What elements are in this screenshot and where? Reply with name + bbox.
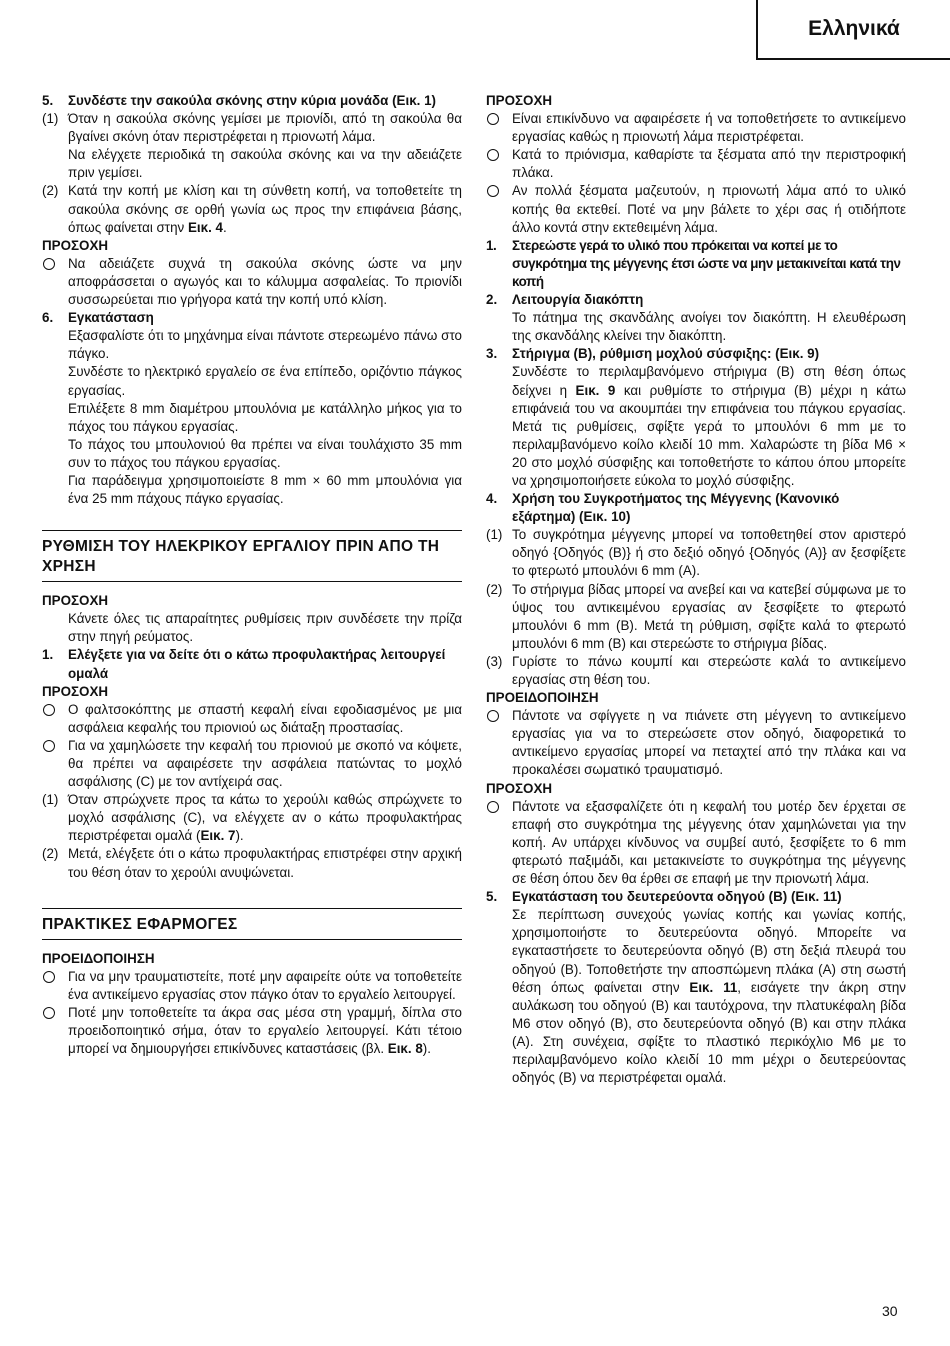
para-text: Κατά την κοπή με κλίση και τη σύνθετη κοπή, να τοποθετείτε τη σακούλα σκόνης σε ορθή γωνία ως προς την επιφάνεια βάσης, όπως φαίνεται στην: [68, 183, 462, 235]
item-title: Λειτουργία διακόπτη: [512, 292, 644, 308]
caution-text: Κάνετε όλες τις απαραίτητες ρυθμίσεις πριν συνδέσετε την πρίζα στην πηγή ρεύματος.: [68, 611, 462, 645]
caution-bullet: Είναι επικίνδυνο να αφαιρέσετε ή να τοποθετήσετε το αντικείμενο εργασίας καθώς η πριονωτή λάμα περιστρέφεται.: [486, 110, 906, 146]
item-r4-heading: [486, 490, 906, 526]
item-title: Ελέγξετε για να δείτε ότι ο κάτω προφυλακτήρας λειτουργεί ομαλά: [68, 647, 446, 681]
section-title-adjustment: ΡΥΘΜΙΣΗ ΤΟΥ ΗΛΕΚΡΙΚΟΥ ΕΡΓΑΛΙΟΥ ΠΡΙΝ ΑΠΟ ΤΗ ΧΡΗΣΗ: [42, 530, 462, 582]
caution-heading: ΠΡΟΣΟΧΗ: [42, 683, 109, 699]
caution-bullet: Κατά το πριόνισμα, καθαρίστε τα ξέσματα από την περιστροφική πλάκα.: [486, 146, 906, 182]
item-r5-heading: [486, 888, 906, 906]
item-6-heading: [42, 309, 462, 327]
item-5-para-2: (2) Κατά την κοπή με κλίση και τη σύνθετη κοπή, να τοποθετείτε τη σακούλα σκόνης σε ορθή γωνία ως προς την επιφάνεια βάσης, όπως φαίνεται στην Εικ. 4.: [42, 183, 462, 235]
figure-ref: Εικ. 4: [187, 219, 223, 235]
warning-bullet: Πάντοτε να σφίγγετε η να πιάνετε στη μέγγενη το αντικείμενο εργασίας για να το στερεώσετε στον οδηγό, διαφορετικά το αντικείμενο εργασίας μπορεί να πεταχτεί από την πλάκα και να προκαλέσει σωματικό τραυματισμό.: [486, 707, 906, 779]
figure-ref: Εικ. 11: [689, 979, 738, 995]
caution-heading: ΠΡΟΣΟΧΗ: [42, 593, 109, 609]
page-number: 30: [882, 1303, 898, 1319]
item-number: 5.: [42, 93, 54, 108]
item-1-heading: [42, 646, 462, 682]
para-text: Όταν σπρώχνετε προς τα κάτω το χερούλι καθώς σπρώχνετε το μοχλό ασφάλισης (C), να ελέγχετε αν ο κάτω προφυλακτήρας περιστρέφεται ομαλά (: [68, 792, 462, 844]
section-title-practical: ΠΡΑΚΤΙΚΕΣ ΕΦΑΡΜΟΓΕΣ: [42, 908, 462, 940]
item-r4-para-1: [486, 526, 906, 580]
figure-ref: Εικ. 7: [200, 828, 236, 844]
install-line-4: Το πάχος του μπουλονιού θα πρέπει να είναι τουλάχιστο 35 mm συν το πάχος του πάγκου εργασίας.: [68, 436, 462, 470]
item-5-para-1b: Να ελέγχετε περιοδικά τη σακούλα σκόνης και να την αδειάζετε πριν γεμίσει.: [68, 147, 462, 181]
para-number: (2): [42, 183, 59, 199]
install-line-5: Για παράδειγμα χρησιμοποιείστε 8 mm × 60 mm μπουλόνια για ένα 25 mm πάχους πάγκο εργασίας.: [68, 472, 462, 507]
item-title: Στήριγμα (B), ρύθμιση μοχλού σύσφιξης: (Εικ. 9): [512, 346, 820, 362]
bullet-text-end: ).: [422, 1041, 431, 1057]
bullet-text: Ποτέ μην τοποθετείτε τα άκρα σας μέσα στη γραμμή, δίπλα στο προειδοποιητικό σήμα, όταν το εργαλείο λειτουργεί. Κάτι τέτοιο μπορεί να δημιουργήσει επικίνδυνες καταστάσεις (βλ.: [68, 1004, 462, 1057]
item-r1-heading: [486, 237, 906, 291]
figure-ref: Εικ. 8: [387, 1041, 423, 1057]
right-column: [486, 92, 906, 1087]
item-number: 1.: [42, 647, 54, 663]
item-r2-heading: [486, 291, 906, 309]
figure-ref: Εικ. 9: [575, 382, 616, 398]
secondary-fence-text: [486, 906, 906, 1087]
caution-bullet: Ο φαλτσοκόπτης με σπαστή κεφαλή είναι εφοδιασμένος με μια ασφάλεια κεφαλής του πριονιού ως διάταξη προστασίας.: [42, 701, 462, 737]
install-line-2: Συνδέστε το ηλεκτρικό εργαλείο σε ένα επίπεδο, οριζόντιο πάγκος εργασίας.: [68, 364, 462, 398]
item-title: Χρήση του Συγκροτήματος της Μέγγενης (Κανονικό εξάρτημα) (Εικ. 10): [512, 491, 840, 525]
item-number: 2.: [486, 292, 498, 308]
holder-text: [486, 363, 906, 490]
caution-bullet: Να αδειάζετε συχνά τη σακούλα σκόνης ώστε να μην αποφράσσεται ο αγωγός και το κάλυμμα ασφαλείας. Το πριονίδι συσσωρεύεται πιο γρήγορα κατά την κοπή υπό κλίση.: [42, 255, 462, 309]
para-number: (2): [486, 581, 503, 597]
para-number: (1): [42, 111, 59, 127]
para-text: Όταν η σακούλα σκόνης γεμίσει με πριονίδι, από τη σακούλα θα βγαίνει σκόνη όταν περιστρέφεται η πριονωτή λάμα.: [68, 111, 462, 145]
item-1-para-2: [42, 845, 462, 881]
caution-bullet: Πάντοτε να εξασφαλίζετε ότι η κεφαλή του μοτέρ δεν έρχεται σε επαφή στο συγκρότημα της μέγγενης όταν χαμηλώνεται για την κοπή. Αν υπάρχει κίνδυνος να συμβεί αυτό, ξεσφίξετε το 6 mm φτερωτό παξιμάδι, και μετακινείστε το συγκρότημα της μέγγενης σε θέση όπου δεν θα έρθει σε επαφή με την πριονωτή λάμα.: [486, 798, 906, 888]
left-column: [42, 92, 462, 1058]
item-number: 4.: [486, 491, 498, 507]
item-number: 6.: [42, 310, 54, 326]
install-line-1: Εξασφαλίστε ότι το μηχάνημα είναι πάντοτε στερεωμένο πάνω στο πάγκο.: [68, 328, 462, 362]
caution-bullet: Για να χαμηλώσετε την κεφαλή του πριονιού με σκοπό να κόψετε, θα πρέπει να αφαιρέσετε την ασφάλεια πατώντας το μοχλό ασφάλισης (C) με τον αντίχειρά σας.: [42, 737, 462, 791]
item-title: Στερεώστε γερά το υλικό που πρόκειται να κοπεί με το συγκρότημα της μέγγενης έτσι ώστε να μην μετακινείται κατά την κοπή: [512, 237, 901, 289]
warning-heading: ΠΡΟΕΙΔΟΠΟΙΗΣΗ: [42, 950, 155, 966]
item-number: 1.: [486, 237, 497, 253]
item-title: Συνδέστε την σακούλα σκόνης στην κύρια μονάδα (Εικ. 1): [68, 93, 437, 108]
item-title: Εγκατάσταση: [68, 310, 154, 326]
para-text-end: ).: [235, 828, 244, 844]
install-line-3: Επιλέξετε 8 mm διαμέτρου μπουλόνια με κατάλληλο μήκος για το πάχος του πάγκου εργασίας.: [68, 400, 462, 434]
item-title: Εγκατάσταση του δευτερεύοντα οδηγού (B) (Εικ. 11): [512, 889, 842, 905]
para-text: Το στήριγμα βίδας μπορεί να ανεβεί και να κατεβεί σύμφωνα με το ύψος του αντικειμένου εργασίας αν ξεσφίξετε το φτερωτό μπουλόνι 6 mm (B). Μετά τη ρύθμιση, σφίξτε καλά το φτερωτό μπουλόνι 6 mm (B) και στερεώστε το στήριγμα βίδας.: [512, 581, 906, 651]
para-text: Το συγκρότημα μέγγενης μπορεί να τοποθετηθεί στον αριστερό οδηγό {Οδηγός (B)} ή στο δεξιό οδηγό {Οδηγός (A)} αν ξεσφίξετε το φτερωτό μπουλόνι 6 mm (A).: [512, 527, 906, 579]
item-r4-para-2: [486, 581, 906, 653]
warning-heading: ΠΡΟΕΙΔΟΠΟΙΗΣΗ: [486, 690, 599, 706]
para-number: (1): [42, 792, 59, 808]
item-r3-heading: [486, 345, 906, 363]
para-text: Συνδέστε το περιλαμβανόμενο στήριγμα (B) στη θέση όπως δείχνει η: [512, 364, 906, 398]
caution-heading: ΠΡΟΣΟΧΗ: [42, 237, 109, 253]
item-5-para-1: [42, 110, 462, 146]
caution-bullet: Αν πολλά ξέσματα μαζευτούν, η πριονωτή λάμα από το υλικό κοπής θα εκτεθεί. Ποτέ να μην βάλετε το χέρι σας ή οτιδήποτε άλλο κοντά στην εκτεθειμένη λάμα.: [486, 182, 906, 236]
item-1-para-1: [42, 791, 462, 845]
caution-heading: ΠΡΟΣΟΧΗ: [486, 93, 553, 108]
para-text-cont: και ρυθμίστε το στήριγμα (B) μέχρι η κάτω επιφάνειά του να ακουμπάει την επιφάνεια του πάγκου εργασίας. Μετά τις ρυθμίσεις, σφίξτε γερά το μπουλόνι 6 mm με το περιλαμβανόμενο κοίλο κλειδί 10 mm. Χαλαρώστε τη βίδα M6 × 20 στο μοχλό σύσφιξης και τοποθετήστε το κάπου όπου μπορείτε να χρησιμοποιήσετε εύκολα το μοχλό σύσφιξης.: [512, 382, 906, 488]
item-number: 5.: [486, 889, 498, 905]
item-r4-para-3: [486, 653, 906, 689]
para-text: Γυρίστε το πάνω κουμπί και στερεώστε καλά το αντικείμενο εργασίας στη θέση του.: [512, 653, 906, 687]
warning-bullet: [42, 1004, 462, 1058]
para-number: (3): [486, 653, 503, 669]
para-number: (2): [42, 846, 59, 862]
para-text: Σε περίπτωση συνεχούς γωνίας κοπής και γωνίας κοπής, χρησιμοποιήστε το δευτερεύοντα οδηγό. Μπορείτε να εγκαταστήσετε το δευτερεύοντα οδηγό (B) στη δεξιά πλευρά του οδηγού (B). Τοποθετήστε την αποσπώμενη πλάκα (A) στη σωστή θέση όπως φαίνεται στην: [512, 907, 906, 995]
para-text: Μετά, ελέγξετε ότι ο κάτω προφυλακτήρας επιστρέφει στην αρχική του θέση όταν το χερούλι ανυψώνεται.: [68, 846, 462, 880]
language-tab: [756, 0, 950, 60]
item-5-heading: [42, 92, 462, 110]
caution-heading: ΠΡΟΣΟΧΗ: [486, 780, 553, 796]
switch-text: Το πάτημα της σκανδάλης ανοίγει τον διακόπτη. Η ελευθέρωση της σκανδάλης κλείνει την διακόπτη.: [512, 310, 906, 344]
para-text-cont: , εισάγετε την άκρη στην αυλάκωση του οδηγού (B) και ταυτόχρονα, την πλατυκέφαλη βίδα M6 στον οδηγό (B), στο δευτερεύοντα οδηγό (B) και στην πλάκα (A). Στη συνέχεια, σφίξτε το πλαστικό περικόχλιο M6 με το περιλαμβανόμενο κοίλο κλειδί 10 mm μέχρι ο δευτερεύοντας οδηγός (B) να περιστρέφεται ομαλά.: [512, 979, 906, 1086]
para-number: (1): [486, 527, 503, 543]
language-label: Ελληνικά: [808, 16, 900, 40]
item-number: 3.: [486, 346, 498, 362]
warning-bullet: Για να μην τραυματιστείτε, ποτέ μην αφαιρείτε ούτε να τοποθετείτε ένα αντικείμενο εργασίας στον πάγκο όταν το εργαλείο λειτουργεί.: [42, 968, 462, 1004]
